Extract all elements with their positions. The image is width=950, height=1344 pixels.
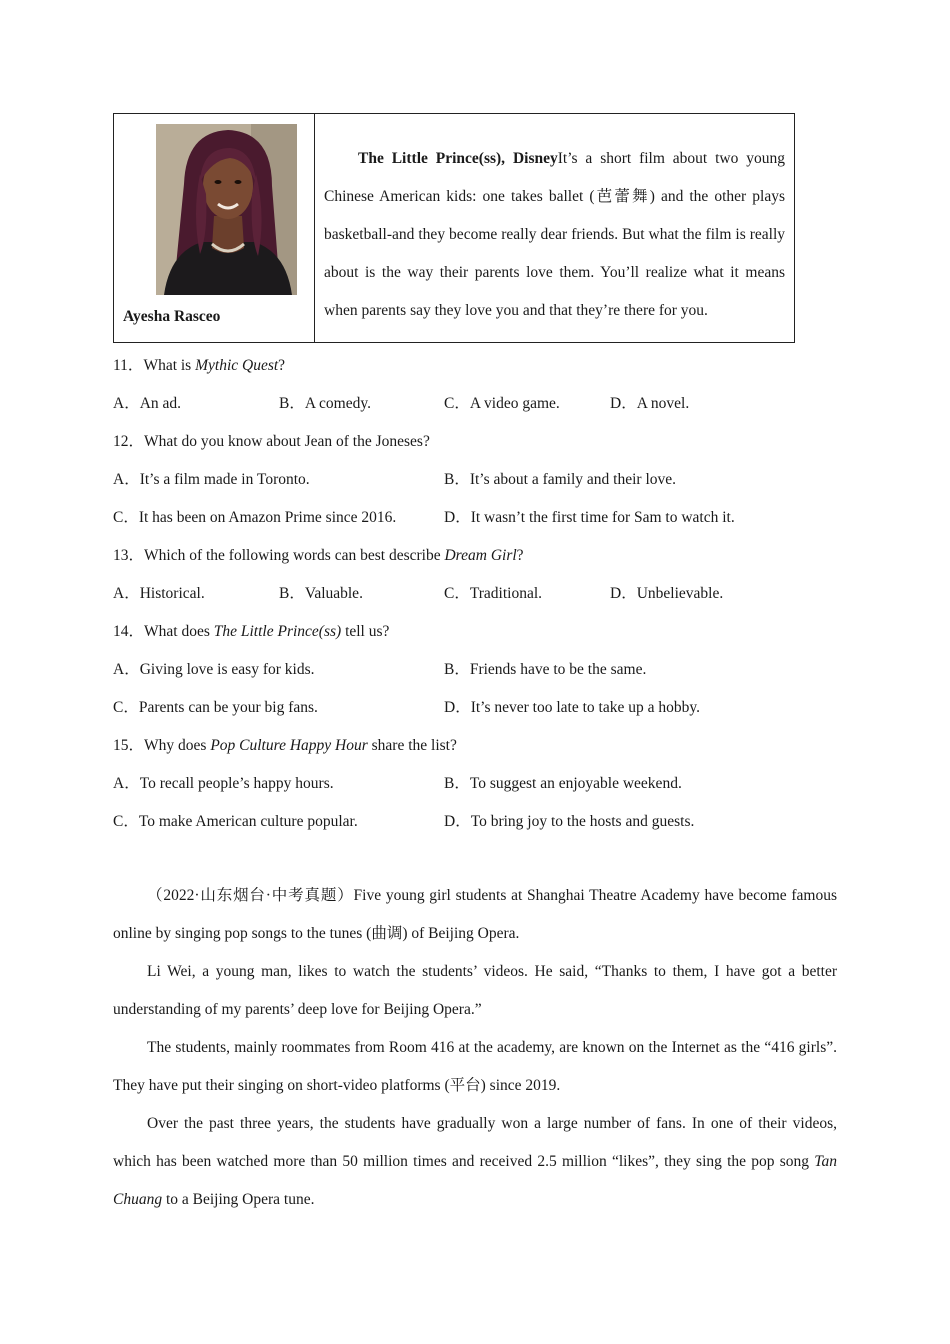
question-number: 14． <box>113 623 145 640</box>
q11-option-d[interactable]: D．A novel. <box>610 395 690 412</box>
question-12 <box>113 429 430 451</box>
q14-option-a[interactable]: A．Giving love is easy for kids. <box>113 661 315 678</box>
film-title: The Little Prince(ss), Disney <box>358 150 558 167</box>
table-right-cell <box>315 114 794 342</box>
question-number: 12． <box>113 433 145 450</box>
question-italic-title: Mythic Quest <box>195 357 279 374</box>
q15-option-b[interactable]: B．To suggest an enjoyable weekend. <box>444 775 682 792</box>
song-title: Tan Chuang <box>113 1153 837 1208</box>
passage-paragraph-1: （2022·山东烟台·中考真题）Five young girl students at Shanghai Theatre Academy have become famous online by singing pop songs to the tunes (曲调) of Beijing Opera. <box>113 887 837 942</box>
passage-paragraph-3: The students, mainly roommates from Room 416 at the academy, are known on the Internet as the “416 girls”. They have put their singing on short-video platforms (平台) since 2019. <box>113 1039 837 1094</box>
q15-option-a[interactable]: A．To recall people’s happy hours. <box>113 775 334 792</box>
q13-option-b[interactable]: B．Valuable. <box>279 585 363 602</box>
q12-option-c[interactable]: C．It has been on Amazon Prime since 2016. <box>113 509 397 526</box>
question-italic-title: Pop Culture Happy Hour <box>210 737 368 754</box>
q12-option-a[interactable]: A．It’s a film made in Toronto. <box>113 471 310 488</box>
table-left-cell <box>114 114 315 342</box>
question-number: 11． <box>113 357 144 374</box>
q13-option-d[interactable]: D．Unbelievable. <box>610 585 724 602</box>
question-text-end: share the list? <box>367 737 457 754</box>
question-text: What is <box>143 357 196 374</box>
question-14 <box>113 619 389 641</box>
question-italic-title: The Little Prince(ss) <box>213 623 342 640</box>
question-text: What does <box>144 623 214 640</box>
film-description: It’s a short film about two young Chinese American kids: one takes ballet (芭蕾舞) and the other plays basketball-and they become really dear friends. But what the film is really about is the way their parents love them. You’ll realize what it means when parents say they love you and that they’re there for you. <box>324 150 785 319</box>
q13-option-c[interactable]: C．Traditional. <box>444 585 543 602</box>
question-15 <box>113 733 457 755</box>
passage-text: Over the past three years, the students have gradually won a large number of fans. In one of their videos, which has been watched more than 50 million times and received 2.5 million “likes”, they sing the pop song <box>113 1115 837 1170</box>
q14-option-d[interactable]: D．It’s never too late to take up a hobby. <box>444 699 700 716</box>
question-number: 15． <box>113 737 145 754</box>
question-text: Which of the following words can best describe <box>144 547 445 564</box>
q11-option-c[interactable]: C．A video game. <box>444 395 560 412</box>
q14-option-b[interactable]: B．Friends have to be the same. <box>444 661 647 678</box>
passage-text-end: to a Beijing Opera tune. <box>162 1191 315 1208</box>
q14-option-c[interactable]: C．Parents can be your big fans. <box>113 699 318 716</box>
question-text-end: ? <box>516 547 524 564</box>
portrait-image-icon <box>156 124 297 295</box>
q15-option-d[interactable]: D．To bring joy to the hosts and guests. <box>444 813 695 830</box>
q15-option-c[interactable]: C．To make American culture popular. <box>113 813 358 830</box>
question-text-end: tell us? <box>341 623 390 640</box>
q12-option-d[interactable]: D．It wasn’t the first time for Sam to watch it. <box>444 509 735 526</box>
q11-option-b[interactable]: B．A comedy. <box>279 395 371 412</box>
question-text-end: ? <box>278 357 286 374</box>
question-italic-title: Dream Girl <box>444 547 517 564</box>
question-text: Why does <box>144 737 211 754</box>
passage-paragraph-2: Li Wei, a young man, likes to watch the students’ videos. He said, “Thanks to them, I have got a better understanding of my parents’ deep love for Beijing Opera.” <box>113 963 837 1018</box>
q11-option-a[interactable]: A．An ad. <box>113 395 182 412</box>
portrait-caption: Ayesha Rasceo <box>123 308 221 325</box>
q12-option-b[interactable]: B．It’s about a family and their love. <box>444 471 677 488</box>
passage-paragraph-4 <box>113 1105 837 1219</box>
question-11 <box>113 353 285 375</box>
question-text: What do you know about Jean of the Joneses? <box>144 433 430 450</box>
question-number: 13． <box>113 547 145 564</box>
question-13 <box>113 543 524 565</box>
q13-option-a[interactable]: A．Historical. <box>113 585 205 602</box>
info-table <box>113 113 795 343</box>
portrait-photo <box>156 124 297 295</box>
reading-passage <box>113 877 837 1219</box>
